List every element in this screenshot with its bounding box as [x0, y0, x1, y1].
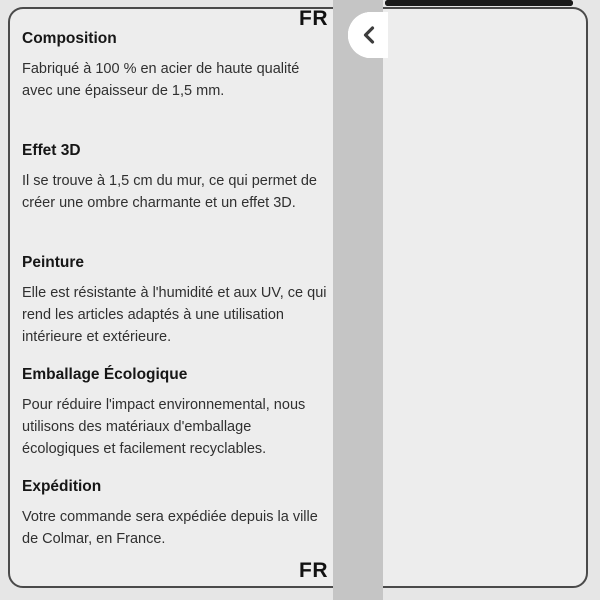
section-heading: Composition	[22, 30, 117, 47]
section-heading: Effet 3D	[22, 142, 81, 159]
carousel-prev-button[interactable]	[348, 12, 388, 58]
section-composition	[22, 29, 330, 141]
section-body: Il se trouve à 1,5 cm du mur, ce qui permet de créer une ombre charmante et un effet 3D.	[22, 173, 317, 211]
section-body: Votre commande sera expédiée depuis la ville de Colmar, en France.	[22, 509, 318, 547]
section-heading: Expédition	[22, 478, 102, 495]
chevron-left-icon	[362, 26, 375, 44]
section-body: Fabriqué à 100 % en acier de haute qualité avec une épaisseur de 1,5 mm.	[22, 61, 300, 99]
product-image-shipping-truck	[385, 0, 573, 6]
section-effet-3d	[22, 141, 330, 253]
language-label-top: FR	[299, 7, 328, 30]
section-body: Elle est résistante à l'humidité et aux UV, ce qui rend les articles adaptés à une utilisation intérieure et extérieure.	[22, 285, 327, 345]
description-sections	[22, 29, 330, 589]
section-heading: Peinture	[22, 254, 85, 271]
section-body: Pour réduire l'impact environnemental, nous utilisons des matériaux d'emballage écologiques et facilement recyclables.	[22, 397, 306, 457]
section-emballage	[22, 365, 330, 477]
vertical-divider	[333, 0, 383, 600]
section-expedition	[22, 477, 330, 589]
section-peinture	[22, 253, 330, 365]
section-heading: Emballage Écologique	[22, 366, 188, 383]
language-label-bottom: FR	[299, 559, 328, 582]
